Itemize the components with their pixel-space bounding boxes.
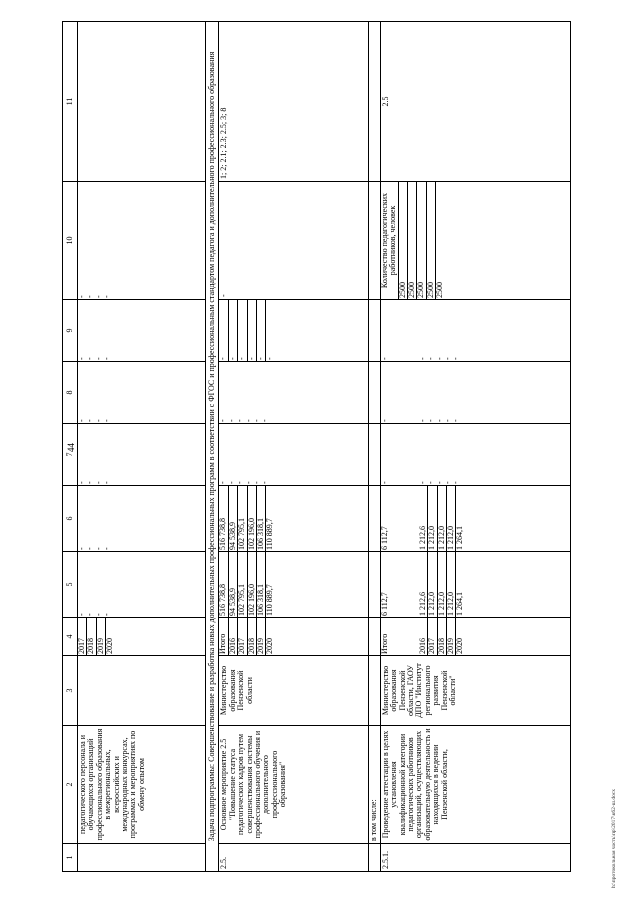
years-cell: Итого 2016 2017 2018 2019 2020 <box>219 618 369 656</box>
row-num: 2.5.1. <box>380 844 570 872</box>
value-cell: - - - - - - <box>219 300 369 362</box>
in-that-label: в том числе: <box>369 726 380 844</box>
table-row-prev <box>78 22 206 872</box>
file-path-note: h:\протокольная часть\пр\2017\к62-ш.docx <box>611 788 617 888</box>
value-cell: - - - - - - <box>219 424 369 486</box>
header-cell: 8 <box>63 362 78 424</box>
measure-name: педагогического персонала и обучающихся организаций профессионального образования в межрегиональных, всероссийских и международных конкурсах, программах и мероприятиях по обмену опытом <box>78 726 206 844</box>
header-row <box>63 22 78 872</box>
value-cell: - <box>219 182 369 300</box>
year: 2020 <box>105 638 115 654</box>
task-text: Задача подпрограммы: Совершенствование и разработка новых дополнительных профессиональных программ в соответствии с ФГОС и профессиональным стандартом педагога и дополнительного профессионального образования <box>206 22 219 872</box>
value-cell: - - - - <box>78 424 206 486</box>
year: 2017 <box>78 618 87 655</box>
header-cell: 4 <box>63 618 78 656</box>
row-num: 2.5. <box>219 844 369 872</box>
total-cell: 516 738,8 94 538,9 102 795,1 102 196,0 106 318,1 110 889,7 <box>219 552 369 618</box>
rotated-table-sheet <box>62 22 584 872</box>
objectives-cell: 1; 2; 2.1; 2.3; 2.5; 3; 8 <box>219 22 369 182</box>
year: 2019 <box>97 618 106 655</box>
value-cell: - - - - - - <box>380 424 570 486</box>
header-cell: 7 <box>63 424 78 486</box>
year: 2018 <box>87 618 96 655</box>
value-cell: - - - - - - <box>219 362 369 424</box>
indicator-label: Количество педагогических работников, человек <box>381 182 399 299</box>
indicator-cell: Количество педагогических работников, человек 2500 2500 2500 2500 2500 <box>380 182 570 300</box>
header-cell: 1 <box>63 844 78 872</box>
executor: Министерство образования Пензенской области, ГАОУ ДПО "Институт регионального развития Пензенской области" <box>380 656 570 726</box>
value-cell: - - - - <box>78 486 206 552</box>
header-cell: 9 <box>63 300 78 362</box>
header-cell: 10 <box>63 182 78 300</box>
subtotal-label-row <box>369 22 380 872</box>
objectives-cell: 2.5 <box>380 22 570 182</box>
row-num-cell <box>78 844 206 872</box>
table-row-2-5 <box>219 22 369 872</box>
table-row-2-5-1 <box>380 22 570 872</box>
regional-cell: 516 738,8 94 538,9 102 795,1 102 196,0 106 318,1 110 889,7 <box>219 486 369 552</box>
value-cell <box>78 22 206 182</box>
executor-cell <box>78 656 206 726</box>
years-cell <box>78 618 206 656</box>
header-cell: 2 <box>63 726 78 844</box>
header-cell: 11 <box>63 22 78 182</box>
total-cell: 6 112,7 1 212,6 1 212,0 1 212,0 1 212,0 1 264,1 <box>380 552 570 618</box>
header-cell: 5 <box>63 552 78 618</box>
value-cell: - - - - <box>78 552 206 618</box>
executor: Министерство образования Пензенской области <box>219 656 369 726</box>
measure-name: Проведение аттестации в целях установления квалификационной категории педагогических работников организаций, осуществляющих образовательную деятельность и находящихся в ведении Пензенской области, <box>380 726 570 844</box>
value-cell: - - - - - - <box>380 362 570 424</box>
header-cell: 3 <box>63 656 78 726</box>
measure-name: Основное мероприятие 2.5 "Повышение статуса педагогических кадров путем совершенствования системы профессионального обучения и дополнительного профессионального образования" <box>219 726 369 844</box>
value-cell: - - - - <box>78 300 206 362</box>
task-row <box>206 22 219 872</box>
value-cell: - - - - <box>78 182 206 300</box>
header-cell: 6 <box>63 486 78 552</box>
page-number: 44 <box>66 443 76 452</box>
regional-cell: 6 112,7 1 212,6 1 212,0 1 212,0 1 212,0 1 264,1 <box>380 486 570 552</box>
value-cell: - - - - <box>78 362 206 424</box>
value-cell: - - - - - - <box>380 300 570 362</box>
program-table <box>62 21 571 872</box>
years-cell: Итого 2016 2017 2018 2019 2020 <box>380 618 570 656</box>
